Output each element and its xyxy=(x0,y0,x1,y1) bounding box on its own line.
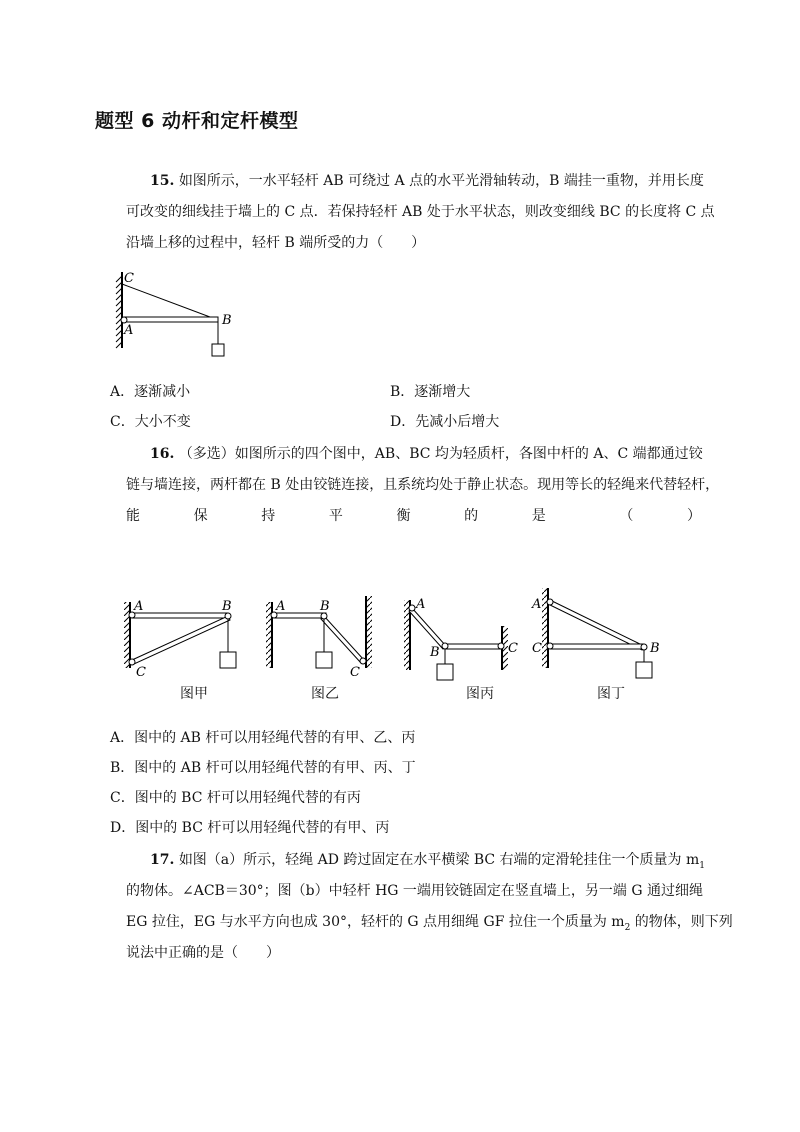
q15-label-b: B xyxy=(222,313,232,328)
q16-char: 持 xyxy=(261,508,276,524)
fig-bing xyxy=(404,597,518,680)
q16-char: 平 xyxy=(328,508,343,524)
q15-line-3: 沿墙上移的过程中，轻杆 B 端所受的力（ ） xyxy=(126,235,426,251)
q17-line-1 xyxy=(150,849,705,871)
bing-label-a: A xyxy=(416,597,426,612)
q16-char: 是 xyxy=(531,508,546,524)
q15-figure xyxy=(108,268,248,364)
q16-option-c[interactable]: C．图中的 BC 杆可以用轻绳代替的有丙 xyxy=(110,790,361,806)
bing-label-b: B xyxy=(430,645,440,660)
jia-label-a: A xyxy=(134,599,144,614)
q16-line-1 xyxy=(150,443,703,463)
q15-number: 15. xyxy=(150,173,175,189)
q16-option-d[interactable]: D．图中的 BC 杆可以用轻绳代替的有甲、丙 xyxy=(110,820,390,836)
ding-label-b: B xyxy=(650,641,660,656)
caption-yi: 图乙 xyxy=(311,686,339,702)
q15-option-d[interactable]: D．先减小后增大 xyxy=(390,414,500,430)
q16-char: ） xyxy=(687,508,701,524)
q17-sub-1: 1 xyxy=(699,860,706,871)
q16-char: 保 xyxy=(193,508,208,524)
ding-label-c: C xyxy=(532,641,542,656)
section-title: 题型 6 动杆和定杆模型 xyxy=(95,110,299,132)
q17-number: 17. xyxy=(150,852,175,868)
q16-option-b[interactable]: B．图中的 AB 杆可以用轻绳代替的有甲、丙、丁 xyxy=(110,760,416,776)
q17-sub-2: 2 xyxy=(624,922,631,933)
q16-char: （ xyxy=(619,508,634,524)
q17-line-3 xyxy=(126,911,733,933)
q15-text-1: 如图所示，一水平轻杆 AB 可绕过 A 点的水平光滑轴转动，B 端挂一重物，并用长度 xyxy=(178,173,704,189)
fig-yi xyxy=(266,596,372,680)
q16-number: 16. xyxy=(150,446,175,462)
q17-text-3b: 的物体，则下列 xyxy=(630,914,733,930)
ding-label-a: A xyxy=(532,597,542,612)
q17-text-3a: EG 拉住，EG 与水平方向也成 30°，轻杆的 G 点用细绳 GF 拉住一个质量为 m xyxy=(126,914,625,930)
q17-text-1: 如图（a）所示，轻绳 AD 跨过固定在水平横梁 BC 右端的定滑轮挂住一个质量为 m xyxy=(178,852,700,868)
q16-line-2: 链与墙连接，两杆都在 B 处由铰链连接，且系统均处于静止状态。现用等长的轻绳来代替轻杆， xyxy=(126,477,720,493)
bing-label-c: C xyxy=(508,641,518,656)
q16-option-a[interactable]: A．图中的 AB 杆可以用轻绳代替的有甲、乙、丙 xyxy=(110,730,416,746)
q15-line-2: 可改变的细线挂于墙上的 C 点．若保持轻杆 AB 处于水平状态，则改变细线 BC 的长度将 C 点 xyxy=(126,204,715,220)
q15-line-1 xyxy=(150,170,704,190)
yi-label-a: A xyxy=(276,599,286,614)
q16-char: 的 xyxy=(464,508,479,524)
q15-option-b[interactable]: B．逐渐增大 xyxy=(390,384,471,400)
caption-jia: 图甲 xyxy=(180,686,208,702)
q16-line-3 xyxy=(126,505,701,525)
q15-label-a: A xyxy=(124,323,134,338)
q15-label-c: C xyxy=(124,271,134,286)
caption-bing: 图丙 xyxy=(466,686,494,702)
jia-label-b: B xyxy=(222,599,232,614)
q17-line-4: 说法中正确的是（ ） xyxy=(126,945,280,961)
fig-ding xyxy=(531,588,660,678)
q16-char: 能 xyxy=(126,508,140,524)
q16-figures xyxy=(118,586,698,686)
yi-label-b: B xyxy=(320,599,330,614)
fig-jia xyxy=(124,599,236,680)
q15-option-a[interactable]: A．逐渐减小 xyxy=(110,384,191,400)
q16-text-1: （多选）如图所示的四个图中，AB、BC 均为轻质杆，各图中杆的 A、C 端都通过铰 xyxy=(178,446,703,462)
q15-option-c[interactable]: C．大小不变 xyxy=(110,414,191,430)
q17-line-2: 的物体。∠ACB＝30°；图（b）中轻杆 HG 一端用铰链固定在竖直墙上，另一端 G 通过细绳 xyxy=(126,883,703,899)
yi-label-c: C xyxy=(350,665,360,680)
jia-label-c: C xyxy=(136,665,146,680)
q16-char: 衡 xyxy=(396,508,411,524)
caption-ding: 图丁 xyxy=(597,686,625,702)
